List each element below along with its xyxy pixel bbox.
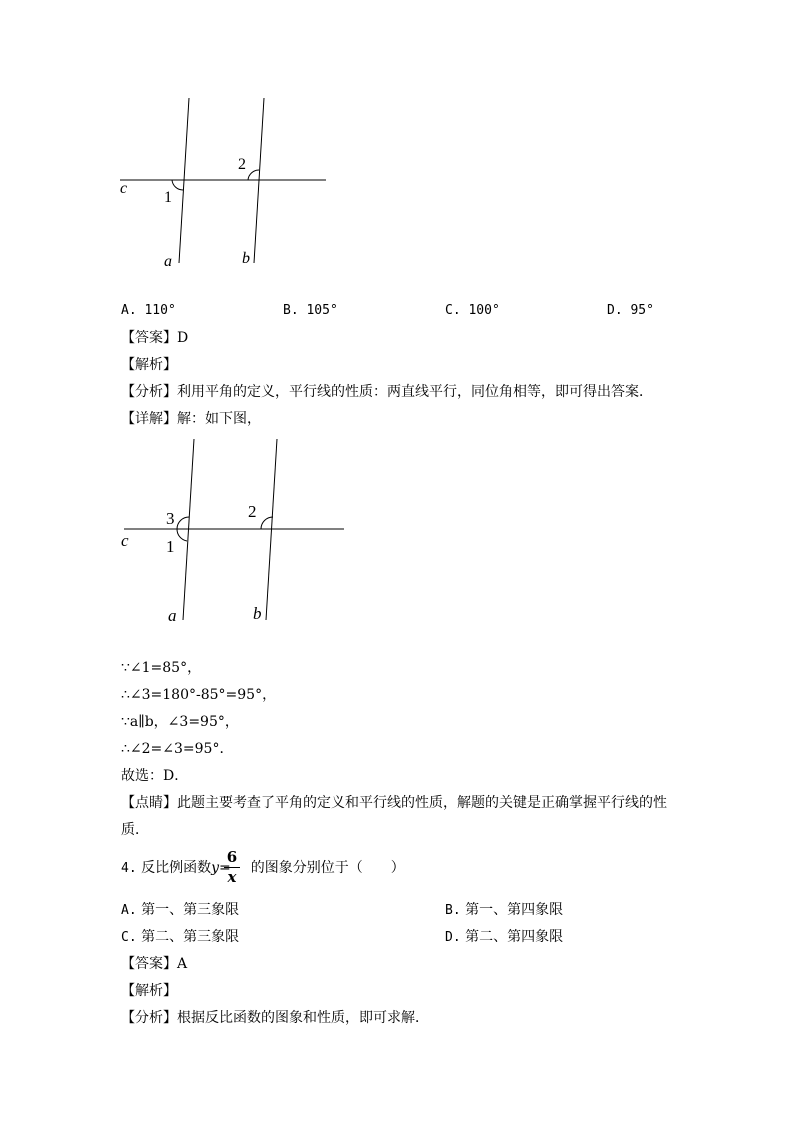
q4-denominator: x — [227, 868, 237, 886]
q3-step-4: ∴∠2=∠3=95°． — [121, 741, 234, 757]
angle-2-label: 2 — [248, 502, 257, 521]
q3-comment: 【点睛】此题主要考查了平角的定义和平行线的性质，解题的关键是正确掌握平行线的性 — [121, 795, 667, 811]
q4-option-b: B. 第一、第四象限 — [445, 902, 564, 918]
q4-number: 4. — [121, 861, 137, 876]
angle-3-arc — [177, 517, 189, 529]
q3-analysis: 【分析】利用平角的定义，平行线的性质：两直线平行，同位角相等，即可得出答案． — [121, 384, 653, 400]
angle-1-label: 1 — [166, 537, 175, 556]
q3-option-c: C. 100° — [445, 303, 500, 318]
line-a-label: a — [164, 253, 172, 270]
q3-option-a: A. 110° — [121, 303, 176, 318]
q4-fraction — [224, 849, 240, 886]
q4-numerator: 6 — [226, 848, 238, 866]
q4-stem-before: 反比例函数 — [141, 860, 212, 876]
q3-detail: 【详解】解：如下图， — [121, 411, 261, 427]
q3-option-b: B. 105° — [283, 303, 338, 318]
q4-stem-after: 的图象分别位于（ ） — [250, 860, 405, 876]
angle-1-arc — [177, 529, 187, 541]
angle-3-label: 3 — [166, 509, 175, 528]
angle-1-arc — [172, 180, 183, 190]
q4-analysis: 【分析】根据反比函数的图象和性质，即可求解． — [121, 1010, 429, 1026]
angle-1-label: 1 — [164, 189, 172, 206]
line-b-label: b — [242, 250, 250, 267]
q3-choose: 故选：D． — [121, 768, 189, 784]
q4-y-var: y — [211, 860, 220, 876]
line-a-label: a — [168, 606, 177, 625]
line-b-label: b — [253, 604, 262, 623]
figure-1-parallel-lines — [110, 90, 340, 275]
angle-2-label: 2 — [238, 156, 246, 173]
q4-option-d: D. 第二、第四象限 — [445, 929, 564, 945]
q4-option-a: A. 第一、第三象限 — [121, 902, 240, 918]
q3-step-1: ∵∠1=85°， — [121, 660, 202, 676]
q3-answer: 【答案】D — [121, 330, 189, 346]
q4-option-c: C. 第二、第三象限 — [121, 929, 240, 945]
q4-stem — [121, 861, 405, 875]
q3-comment-cont: 质． — [121, 822, 149, 838]
q4-analysis-title: 【解析】 — [121, 983, 177, 999]
line-c-label: c — [120, 180, 128, 197]
q3-step-3: ∵a∥b，∠3=95°， — [121, 714, 239, 730]
angle-2-arc — [248, 170, 259, 180]
figure-2-parallel-lines — [110, 435, 355, 630]
q4-equals: = — [219, 860, 231, 876]
q4-answer: 【答案】A — [121, 956, 188, 972]
q3-option-d: D. 95° — [607, 303, 654, 318]
q3-step-2: ∴∠3=180°-85°=95°， — [121, 687, 277, 703]
line-c-label: c — [121, 531, 129, 550]
q3-analysis-title: 【解析】 — [121, 357, 177, 373]
